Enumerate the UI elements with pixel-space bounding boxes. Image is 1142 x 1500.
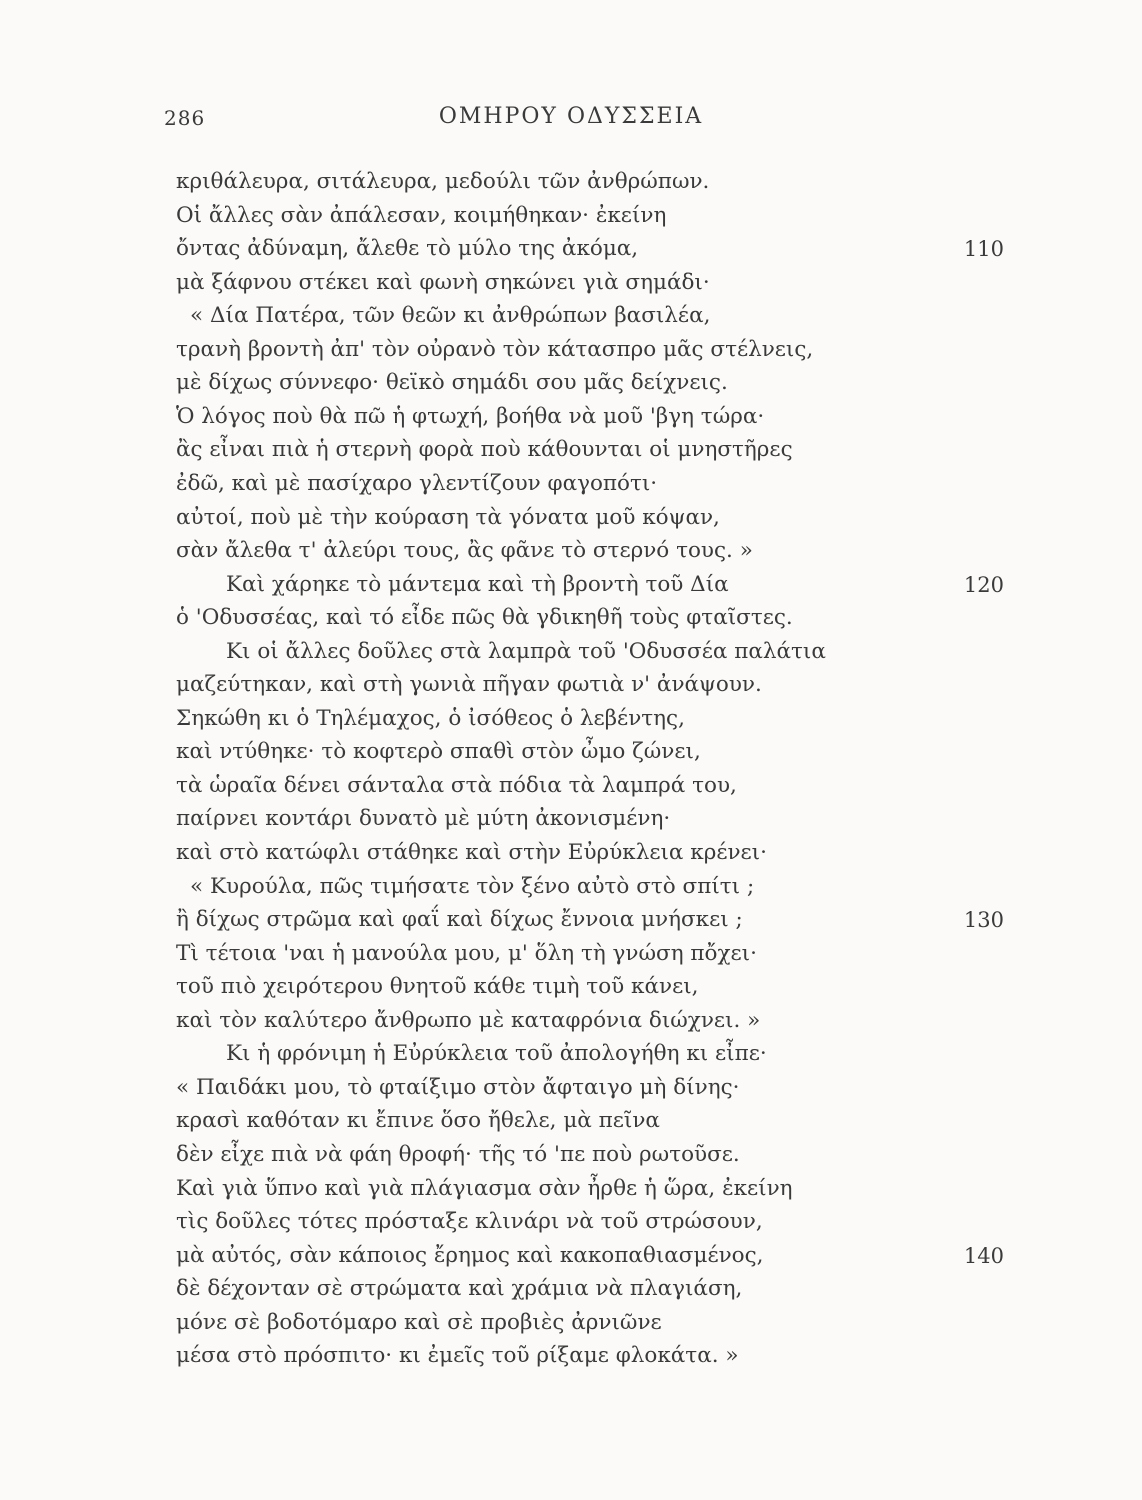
verse-text: μὰ αὐτός, σὰν κάποιος ἔρημος καὶ κακοπαθιασμένος, bbox=[176, 1243, 764, 1268]
verse-text: ἐδῶ, καὶ μὲ πασίχαρο γλεντίζουν φαγοπότι· bbox=[176, 471, 658, 496]
verse-line bbox=[0, 635, 1142, 669]
verse-line bbox=[0, 165, 1142, 199]
verse-line bbox=[0, 1272, 1142, 1306]
page-number: 286 bbox=[164, 106, 206, 130]
verse-text: παίρνει κοντάρι δυνατὸ μὲ μύτη ἀκονισμένη· bbox=[176, 806, 671, 831]
verse-line bbox=[0, 534, 1142, 568]
verse-text: τοῦ πιὸ χειρότερου θνητοῦ κάθε τιμὴ τοῦ κάνει, bbox=[176, 974, 699, 999]
verse-text: Οἱ ἄλλες σὰν ἀπάλεσαν, κοιμήθηκαν· ἐκείνη bbox=[176, 203, 667, 228]
verse-line bbox=[0, 870, 1142, 904]
verse-line bbox=[0, 467, 1142, 501]
verse-text: καὶ στὸ κατώφλι στάθηκε καὶ στὴν Εὐρύκλεια κρένει· bbox=[176, 840, 767, 865]
verse-line bbox=[0, 1306, 1142, 1340]
verse-line bbox=[0, 333, 1142, 367]
verse-line bbox=[0, 568, 1142, 602]
verse-line bbox=[0, 1172, 1142, 1206]
line-number: 140 bbox=[963, 1244, 1004, 1268]
verse-line bbox=[0, 970, 1142, 1004]
verse-text: Καὶ χάρηκε τὸ μάντεμα καὶ τὴ βροντὴ τοῦ Δία bbox=[226, 572, 729, 597]
verse-line bbox=[0, 1037, 1142, 1071]
verse-text: Κι οἱ ἄλλες δοῦλες στὰ λαμπρὰ τοῦ 'Οδυσσέα παλάτια bbox=[226, 639, 826, 664]
verse-line bbox=[0, 1239, 1142, 1273]
verse-line bbox=[0, 937, 1142, 971]
verse-line bbox=[0, 601, 1142, 635]
verse-text: Σηκώθη κι ὁ Τηλέμαχος, ὁ ἰσόθεος ὁ λεβέντης, bbox=[176, 706, 685, 731]
verse-text: τὶς δοῦλες τότες πρόσταξε κλινάρι νὰ τοῦ στρώσουν, bbox=[176, 1209, 763, 1234]
verse-line bbox=[0, 501, 1142, 535]
verse-text: δὲ δέχονταν σὲ στρώματα καὶ χράμια νὰ πλαγιάση, bbox=[176, 1276, 743, 1301]
verse-text: ἂς εἶναι πιὰ ἡ στερνὴ φορὰ ποὺ κάθουνται οἱ μνηστῆρες bbox=[176, 437, 793, 462]
verse-line bbox=[0, 903, 1142, 937]
verse-text: καὶ τὸν καλύτερο ἄνθρωπο μὲ καταφρόνια διώχνει. » bbox=[176, 1008, 761, 1033]
verse-text: κρασὶ καθόταν κι ἔπινε ὅσο ἤθελε, μὰ πεῖνα bbox=[176, 1108, 660, 1133]
verse-line bbox=[0, 1104, 1142, 1138]
verse-line bbox=[0, 433, 1142, 467]
verse-text: Τὶ τέτοια 'ναι ἡ μανούλα μου, μ' ὅλη τὴ γνώση πὄχει· bbox=[176, 941, 757, 966]
line-number: 110 bbox=[963, 237, 1004, 261]
running-head: ΟΜΗΡΟΥ ΟΔΥΣΣΕΙΑ bbox=[438, 104, 704, 129]
verse-line bbox=[0, 299, 1142, 333]
verse-text: « Δία Πατέρα, τῶν θεῶν κι ἀνθρώπων βασιλέα, bbox=[190, 303, 711, 328]
verse-text: « Κυρούλα, πῶς τιμήσατε τὸν ξένο αὐτὸ στὸ σπίτι ; bbox=[190, 874, 755, 899]
verse-text: καὶ ντύθηκε· τὸ κοφτερὸ σπαθὶ στὸν ὦμο ζώνει, bbox=[176, 739, 701, 764]
verse-line bbox=[0, 366, 1142, 400]
verse-text: ὁ 'Οδυσσέας, καὶ τό εἶδε πῶς θὰ γδικηθῆ τοὺς φταῖστες. bbox=[176, 605, 793, 630]
verse-line bbox=[0, 836, 1142, 870]
verse-line bbox=[0, 1004, 1142, 1038]
line-number: 130 bbox=[963, 908, 1004, 932]
verse-text: τὰ ὡραῖα δένει σάνταλα στὰ πόδια τὰ λαμπρά του, bbox=[176, 773, 737, 798]
verse-text: ὄντας ἀδύναμη, ἄλεθε τὸ μύλο της ἀκόμα, bbox=[176, 236, 639, 261]
verse-line bbox=[0, 232, 1142, 266]
verse-text: Κι ἡ φρόνιμη ἡ Εὐρύκλεια τοῦ ἀπολογήθη κι εἶπε· bbox=[226, 1041, 767, 1066]
line-number: 120 bbox=[963, 573, 1004, 597]
verse-line bbox=[0, 769, 1142, 803]
verse-line bbox=[0, 1205, 1142, 1239]
verse-text: τρανὴ βροντὴ ἀπ' τὸν οὐρανὸ τὸν κάτασπρο μᾶς στέλνεις, bbox=[176, 337, 814, 362]
verse-line bbox=[0, 266, 1142, 300]
verse-text: Ὁ λόγος ποὺ θὰ πῶ ἡ φτωχή, βοήθα νὰ μοῦ 'βγη τώρα· bbox=[176, 404, 765, 429]
verse-line bbox=[0, 802, 1142, 836]
verse-line bbox=[0, 400, 1142, 434]
verse-line bbox=[0, 668, 1142, 702]
verse-text: μόνε σὲ βοδοτόμαρο καὶ σὲ προβιὲς ἀρνιῶνε bbox=[176, 1310, 662, 1335]
verse-text: αὐτοί, ποὺ μὲ τὴν κούραση τὰ γόνατα μοῦ κόψαν, bbox=[176, 505, 720, 530]
verse-line bbox=[0, 1339, 1142, 1373]
verse-text: μὲ δίχως σύννεφο· θεϊκὸ σημάδι σου μᾶς δείχνεις. bbox=[176, 370, 728, 395]
verse-text: κριθάλευρα, σιτάλευρα, μεδούλι τῶν ἀνθρώπων. bbox=[176, 169, 710, 194]
verse-line bbox=[0, 199, 1142, 233]
verse-line bbox=[0, 702, 1142, 736]
verse-line bbox=[0, 735, 1142, 769]
verse-text: δὲν εἶχε πιὰ νὰ φάη θροφή· τῆς τό 'πε ποὺ ρωτοῦσε. bbox=[176, 1142, 740, 1167]
verse-text: ἢ δίχως στρῶμα καὶ φαΐ καὶ δίχως ἔννοια μνήσκει ; bbox=[176, 907, 743, 932]
verse-text: Καὶ γιὰ ὕπνο καὶ γιὰ πλάγιασμα σὰν ἦρθε ἡ ὥρα, ἐκείνη bbox=[176, 1176, 793, 1201]
verse-text: σὰν ἄλεθα τ' ἀλεύρι τους, ἂς φᾶνε τὸ στερνό τους. » bbox=[176, 538, 753, 563]
verse-text: μέσα στὸ πρόσπιτο· κι ἐμεῖς τοῦ ρίξαμε φλοκάτα. » bbox=[176, 1343, 739, 1368]
verse-text: μαζεύτηκαν, καὶ στὴ γωνιὰ πῆγαν φωτιὰ ν' ἀνάψουν. bbox=[176, 672, 762, 697]
verse-line bbox=[0, 1138, 1142, 1172]
verse-text: « Παιδάκι μου, τὸ φταίξιμο στὸν ἄφταιγο μὴ δίνης· bbox=[176, 1075, 740, 1100]
verse-line bbox=[0, 1071, 1142, 1105]
verse-text: μὰ ξάφνου στέκει καὶ φωνὴ σηκώνει γιὰ σημάδι· bbox=[176, 270, 710, 295]
